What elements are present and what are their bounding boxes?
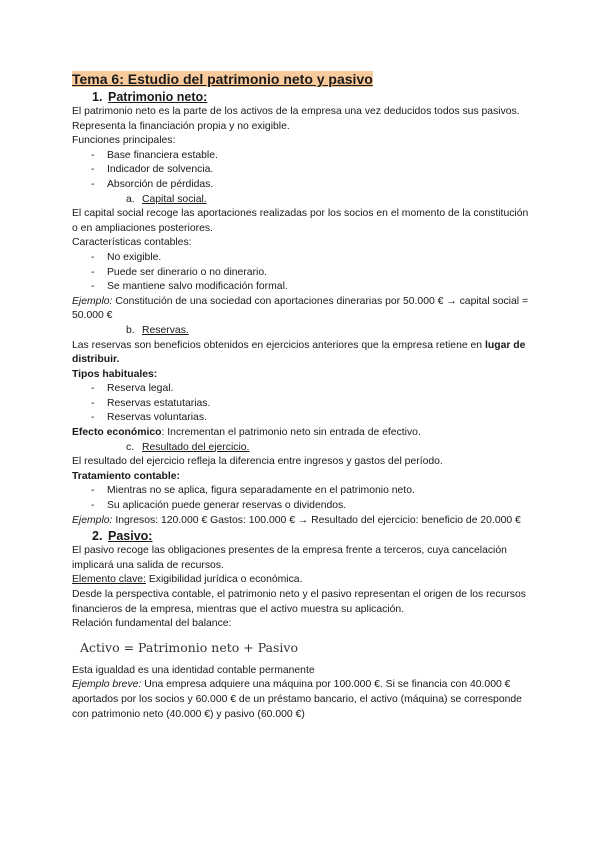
document-page (72, 70, 532, 722)
list-item: - Indicador de solvencia. (72, 163, 532, 178)
tratamiento-label: Tratamiento contable: (72, 470, 180, 482)
resultado-example: Ejemplo: Ingresos: 120.000 € Gastos: 100.000 € → Resultado del ejercicio: beneficio de 20.000 € (72, 514, 521, 526)
section-heading-pasivo: 2. Pasivo: (92, 529, 153, 544)
list-item: - Su aplicación puede generar reservas o dividendos. (72, 499, 532, 514)
caracteristicas-list (72, 251, 532, 295)
section-heading-patrimonio-neto: 1. Patrimonio neto: (92, 90, 208, 104)
list-item: - Reserva legal. (72, 382, 532, 397)
caracteristicas-label: Características contables: (72, 237, 192, 249)
patrimonio-intro: El patrimonio neto es la parte de los activos de la empresa una vez deducidos todos sus pasivos. Representa la financiación propia y no exigible. (72, 106, 520, 132)
pasivo-example: Ejemplo breve: Una empresa adquiere una máquina por 100.000 €. Si se financia con 40.000 € aportados por los socios y 60.000 € de un préstamo bancario, el activo (máquina) se corresponde con patrimonio neto (40.000 €) y pasivo (60.000 €) (72, 679, 522, 720)
tratamiento-list (72, 484, 532, 513)
perspectiva-text: Desde la perspectiva contable, el patrimonio neto y el pasivo representan el origen de los recursos financieros de la empresa, mientras que el activo muestra su aplicación. (72, 589, 526, 615)
capital-social-text: El capital social recoge las aportaciones realizadas por los socios en el momento de la constitución o en ampliaciones posteriores. (72, 208, 529, 234)
document-title: Tema 6: Estudio del patrimonio neto y pasivo (72, 71, 373, 87)
igualdad-text: Esta igualdad es una identidad contable permanente (72, 664, 315, 676)
list-item: - Puede ser dinerario o no dinerario. (72, 266, 532, 281)
efecto-economico: Efecto económico: Incrementan el patrimonio neto sin entrada de efectivo. (72, 427, 421, 439)
subheading-capital-social: a. Capital social. (126, 193, 207, 205)
list-item: - Mientras no se aplica, figura separadamente en el patrimonio neto. (72, 484, 532, 499)
pasivo-intro: El pasivo recoge las obligaciones presentes de la empresa frente a terceros, cuya cancelación implicará una salida de recursos. (72, 545, 507, 571)
list-item: - Reservas voluntarias. (72, 411, 532, 426)
relacion-label: Relación fundamental del balance: (72, 618, 232, 630)
funciones-label: Funciones principales: (72, 135, 176, 147)
subheading-reservas: b. Reservas. (126, 324, 189, 336)
list-item: - Se mantiene salvo modificación formal. (72, 280, 532, 295)
funciones-list (72, 149, 532, 193)
list-item: - Absorción de pérdidas. (72, 178, 532, 193)
balance-formula: Activo = Patrimonio neto + Pasivo (80, 639, 298, 655)
subheading-resultado-ejercicio: c. Resultado del ejercicio. (126, 441, 250, 453)
list-item: - Reservas estatutarias. (72, 397, 532, 412)
tipos-label: Tipos habituales: (72, 368, 158, 380)
resultado-text: El resultado del ejercicio refleja la diferencia entre ingresos y gastos del período. (72, 456, 443, 468)
reservas-text: Las reservas son beneficios obtenidos en ejercicios anteriores que la empresa retiene en lugar de distribuir. (72, 339, 526, 366)
list-item: - Base financiera estable. (72, 149, 532, 164)
capital-social-example: Ejemplo: Constitución de una sociedad con aportaciones dinerarias por 50.000 € → capital social = 50.000 € (72, 295, 529, 322)
elemento-clave: Elemento clave: Exigibilidad jurídica o económica. (72, 574, 303, 586)
tipos-list (72, 382, 532, 426)
list-item: - No exigible. (72, 251, 532, 266)
